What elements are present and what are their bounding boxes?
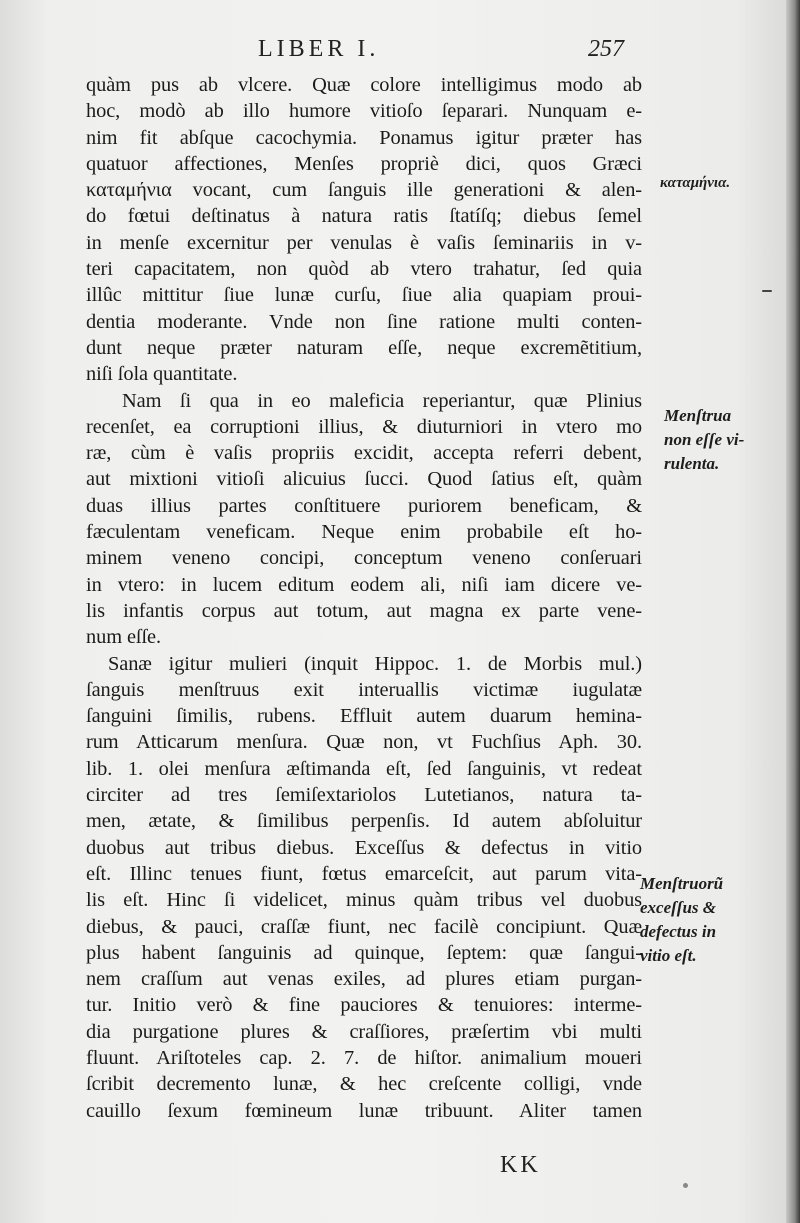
text-line: duobus aut tribus diebus. Exceſſus & defectus in vitio <box>86 836 642 859</box>
text-line: plus habent ſanguinis ad quinque, ſeptem: quæ ſangui- <box>86 941 642 964</box>
text-line: in vtero: in lucem editum eodem ali, niſi iam dicere ve- <box>86 573 642 596</box>
margin-note-line: Menſtrua <box>664 406 732 425</box>
text-line: nim fit abſque cacochymia. Ponamus igitur præter has <box>86 126 642 149</box>
page-spine-shadow <box>786 0 800 1223</box>
margin-note-line: Menſtruorũ <box>640 874 724 893</box>
text-line: fluunt. Ariſtoteles cap. 2. 7. de hiſtor. animalium moueri <box>86 1046 642 1069</box>
margin-note-line: non eſſe vi- <box>664 430 745 449</box>
page-header <box>0 36 800 70</box>
text-line: tur. Initio verò & fine pauciores & tenuiores: interme- <box>86 994 642 1017</box>
text-line: niſi ſola quantitate. <box>86 363 238 386</box>
text-line: dunt neque præter naturam eſſe, neque excremẽtitium, <box>86 336 642 359</box>
text-line: diebus, & pauci, craſſæ fiunt, nec facilè concipiunt. Quæ <box>86 915 642 938</box>
text-line: rum Atticarum menſura. Quæ non, vt Fuchſius Aph. 30. <box>86 731 642 754</box>
text-line: lis eſt. Hinc ſi videlicet, minus quàm tribus vel duobus <box>86 889 642 912</box>
text-line: recenſet, ea corruptioni illius, & diuturniori in vtero mo <box>86 415 642 438</box>
margin-note-line: rulenta. <box>664 454 720 473</box>
text-line: quàm pus ab vlcere. Quæ colore intelligimus modo ab <box>86 74 642 96</box>
text-line: duas illius partes conſtituere puriorem beneficam, & <box>86 494 642 517</box>
text-line: circiter ad tres ſemiſextariolos Lutetianos, natura ta- <box>86 784 642 807</box>
running-head: LIBER I. <box>258 36 380 62</box>
text-line: ſanguis menſtruus exit interuallis victimæ iugulatæ <box>86 678 642 701</box>
text-line: καταμήνια vocant, cum ſanguis ille generationi & alen- <box>86 179 642 202</box>
text-line: in menſe excernitur per venulas è vaſis ſeminariis in v- <box>86 231 642 254</box>
text-line: men, ætate, & ſimilibus perpenſis. Id autem abſoluitur <box>86 810 642 833</box>
text-line: cauillo ſexum fœmineum lunæ tribuunt. Aliter tamen <box>86 1099 642 1122</box>
text-line: minem veneno concipi, conceptum veneno conſeruari <box>86 547 642 570</box>
text-line: ſcribit decremento lunæ, & hec creſcente colligi, vnde <box>86 1073 642 1096</box>
text-line: ræ, cùm è vaſis propriis excidit, accepta referri debent, <box>86 442 642 465</box>
text-line: lib. 1. olei menſura æſtimanda eſt, ſed ſanguinis, vt redeat <box>86 757 642 780</box>
text-line: do fœtui deſtinatus à natura ratis ſtatíſq; diebus ſemel <box>86 205 642 228</box>
margin-note-greek: καταμήνια. <box>660 175 731 191</box>
text-line: nem craſſum aut venas exiles, ad plures etiam purgan- <box>86 968 642 991</box>
margin-note-menstrua <box>664 404 744 476</box>
text-line: aut mixtioni vitioſi alicuius ſucci. Quod ſatius eſt, quàm <box>86 468 642 491</box>
text-line: Sanæ igitur mulieri (inquit Hippoc. 1. de Morbis mul.) <box>108 652 642 675</box>
text-line: dia purgatione plures & craſſiores, præſertim vbi multi <box>86 1020 642 1043</box>
text-line: illûc mittitur ſiue lunæ curſu, ſiue alia quapiam proui- <box>86 284 642 307</box>
margin-note-line: vitio eſt. <box>640 946 697 965</box>
text-line: ſanguini ſimilis, rubens. Effluit autem duarum hemina- <box>86 705 642 728</box>
ink-speck <box>683 1183 688 1188</box>
margin-note-line: exceſſus & <box>640 898 717 917</box>
text-line: fæculentam veneficam. Neque enim probabile eſt ho- <box>86 521 642 544</box>
text-line: quatuor affectiones, Menſes propriè dici, quos Græci <box>86 152 642 175</box>
text-line: eſt. Illinc tenues fiunt, fœtus emarceſcit, aut parum vita- <box>86 862 642 885</box>
margin-note-line: defectus in <box>640 922 717 941</box>
margin-note-menstruorum <box>640 872 723 968</box>
text-line: num eſſe. <box>86 626 161 649</box>
signature-mark: KK <box>500 1152 541 1178</box>
page-number: 257 <box>588 36 624 62</box>
text-line: lis infantis corpus aut totum, aut magna ex parte vene- <box>86 599 642 622</box>
ink-speck <box>762 290 772 292</box>
text-line: teri capacitatem, non quòd ab vtero trahatur, ſed quia <box>86 258 642 281</box>
text-line: dentia moderante. Vnde non ſine ratione multi conten- <box>86 310 642 333</box>
main-text <box>86 72 642 1124</box>
text-line: hoc, modò ab illo humore vitioſo ſeparari. Nunquam e- <box>86 100 642 123</box>
text-line: Nam ſi qua in eo maleficia reperiantur, quæ Plinius <box>122 389 642 412</box>
